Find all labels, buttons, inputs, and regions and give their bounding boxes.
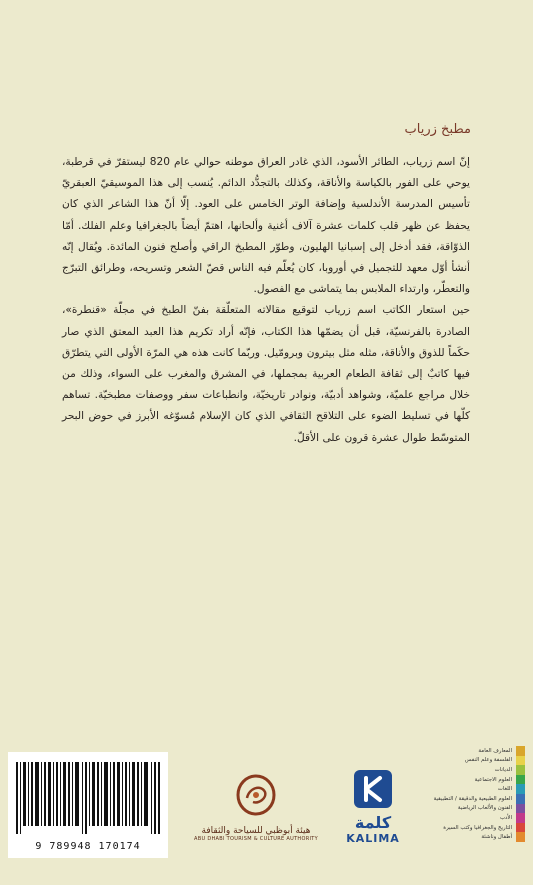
category-item [410, 756, 525, 766]
category-color-swatch [516, 775, 525, 785]
tourism-emblem-icon [235, 774, 277, 816]
category-label: الفنون والألعاب الرياضية [457, 805, 512, 812]
category-item [410, 832, 525, 842]
category-item [410, 804, 525, 814]
category-color-swatch [516, 765, 525, 775]
category-item [410, 823, 525, 833]
book-title: مطبخ زرياب [404, 122, 471, 137]
tourism-name-english: ABU DHABI TOURISM & CULTURE AUTHORITY [194, 836, 318, 842]
category-color-swatch [516, 756, 525, 766]
category-label: العلوم الطبيعية والدقيقة / التطبيقية [433, 795, 512, 802]
category-label: اللغات [497, 786, 512, 793]
category-label: التاريخ والجغرافيا وكتب السيرة [443, 824, 512, 831]
category-color-swatch [516, 832, 525, 842]
category-item [410, 794, 525, 804]
category-label: الأدب [499, 814, 512, 821]
tourism-authority-logo [186, 760, 326, 860]
category-legend [410, 746, 525, 842]
category-item [410, 746, 525, 756]
kalima-name-arabic: كلمة [354, 813, 392, 832]
tourism-name-arabic: هيئة أبوظبي للسياحة والثقافة [201, 826, 311, 836]
blurb-text [62, 152, 470, 449]
isbn-number: 9 789948 170174 [35, 841, 141, 852]
kalima-name-english: KALIMA [346, 832, 400, 845]
category-item [410, 784, 525, 794]
category-color-swatch [516, 823, 525, 833]
category-color-swatch [516, 813, 525, 823]
category-color-swatch [516, 746, 525, 756]
barcode-icon [16, 762, 160, 834]
category-item [410, 765, 525, 775]
category-label: أطفال وناشئة [481, 834, 512, 841]
kalima-mark-icon [352, 768, 394, 810]
category-label: الفلسفة وعلم النفس [464, 757, 512, 764]
kalima-logo [340, 760, 406, 860]
category-label: المعارف العامة [478, 747, 512, 754]
category-item [410, 775, 525, 785]
blurb-paragraph-2: حين استعار الكاتب اسم زرياب لتوقيع مقالاته المتعلّقة بفنّ الطبخ في مجلّة «قنطرة»، الصادرة بالفرنسيّة، قبل أن يضمّها هذا الكتاب، فإنّه أراد تكريم هذا العبد المعتق الذي صار حكَماً للذوق والأناقة، مثله مثل بيترون وبرومّيل. وربّما كانت هذه هي المرّة الأولى التي يتطرّق فيها كاتبٌ إلى ثقافة الطعام العربية بمجملها، في المشرق والمغرب على السواء، وذلك من خلال مراجع علميّة، وشواهد أدبيّة، ونوادر تاريخيّة، وانطباعات سفر ووصفات مطبخيّة. تساهم كلّها في تسليط الضوء على التلاقح الثقافي الذي كان الإسلام مُسوّغه الأبرز في حوض البحر المتوسّط طوال عشرة قرون على الأقلّ. [62, 304, 470, 444]
isbn-barcode [8, 752, 168, 858]
category-color-swatch [516, 784, 525, 794]
category-label: العلوم الاجتماعية [474, 776, 512, 783]
category-label: الديانات [494, 766, 512, 773]
blurb-paragraph-1: إنّ اسم زرياب، الطائر الأسود، الذي غادر العراق موطنه حوالي عام 820 ليستقرّ في قرطبة، يوحي على الفور بالكياسة والأناقة، وكذلك بالتجدُّد الدائم. يُنسب إلى هذا الموسيقيّ العبقريّ تأسيس المدرسة الأندلسية وإضافة الوتر الخامس على العود. إلّا أنّ هذا الشاعر الذي كان يحفظ عن ظهر قلب كلمات عشرة آلاف أغنية وألحانها، اهتمّ أيضاً بالجغرافيا وعلم الفلك. أمّا الذوّاقة، فقد أدخل إلى إسبانيا الهليون، وطوّر المطبخ الراقي وأصلح فنون المائدة. ويُقال إنّه أنشأ أوّل معهد للتجميل في أوروبا، كان يُعلّم فيه الناس قصّ الشعر وتسريحه، وطرائق التبرّج والتعطّر، وارتداء الملابس بما يتماشى مع الفصول. [62, 156, 470, 296]
category-item [410, 813, 525, 823]
category-color-swatch [516, 804, 525, 814]
category-color-swatch [516, 794, 525, 804]
